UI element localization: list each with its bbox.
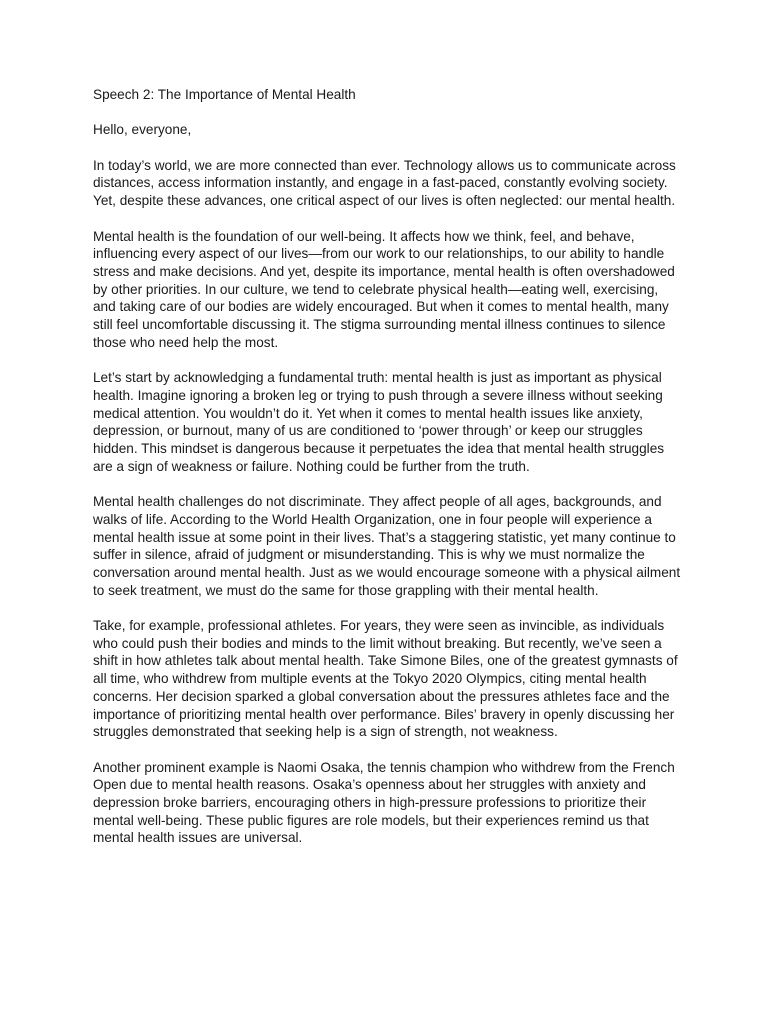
greeting: Hello, everyone, bbox=[93, 122, 192, 138]
paragraph-2: Mental health is the foundation of our well-being. It affects how we think, feel, and behave, influencing every aspect of our lives—from our work to our relationships, to our ability to handle stress and make decisions. And yet, despite its importance, mental health is often overshadowed by other priorities. In our culture, we tend to celebrate physical health—eating well, exercising, and taking care of our bodies are widely encouraged. But when it comes to mental health, many still feel uncomfortable discussing it. The stigma surrounding mental illness continues to silence those who need help the most. bbox=[93, 228, 675, 350]
document-body bbox=[93, 86, 683, 865]
paragraph-1: In today’s world, we are more connected than ever. Technology allows us to communicate across distances, access information instantly, and engage in a fast-paced, constantly evolving society. Yet, despite these advances, one critical aspect of our lives is often neglected: our mental health. bbox=[93, 157, 676, 209]
paragraph-6: Another prominent example is Naomi Osaka, the tennis champion who withdrew from the French Open due to mental health reasons. Osaka’s openness about her struggles with anxiety and depression broke barriers, encouraging others in high-pressure professions to prioritize their mental well-being. These public figures are role models, but their experiences remind us that mental health issues are universal. bbox=[93, 759, 675, 846]
document-title: Speech 2: The Importance of Mental Health bbox=[93, 87, 356, 102]
paragraph-3: Let’s start by acknowledging a fundamental truth: mental health is just as important as physical health. Imagine ignoring a broken leg or trying to push through a severe illness without seeking medical attention. You wouldn’t do it. Yet when it comes to mental health issues like anxiety, depression, or burnout, many of us are conditioned to ‘power through’ or keep our struggles hidden. This mindset is dangerous because it perpetuates the idea that mental health struggles are a sign of weakness or failure. Nothing could be further from the truth. bbox=[93, 370, 665, 474]
paragraph-4: Mental health challenges do not discriminate. They affect people of all ages, backgrounds, and walks of life. According to the World Health Organization, one in four people will experience a mental health issue at some point in their lives. That’s a staggering statistic, yet many continue to suffer in silence, afraid of judgment or misunderstanding. This is why we must normalize the conversation around mental health. Just as we would encourage someone with a physical ailment to seek treatment, we must do the same for those grappling with their mental health. bbox=[93, 494, 681, 598]
paragraph-5: Take, for example, professional athletes. For years, they were seen as invincible, as individuals who could push their bodies and minds to the limit without breaking. But recently, we’ve seen a shift in how athletes talk about mental health. Take Simone Biles, one of the greatest gymnasts of all time, who withdrew from multiple events at the Tokyo 2020 Olympics, citing mental health concerns. Her decision sparked a global conversation about the pressures athletes face and the importance of prioritizing mental health over performance. Biles’ bravery in openly discussing her struggles demonstrated that seeking help is a sign of strength, not weakness. bbox=[93, 618, 678, 740]
